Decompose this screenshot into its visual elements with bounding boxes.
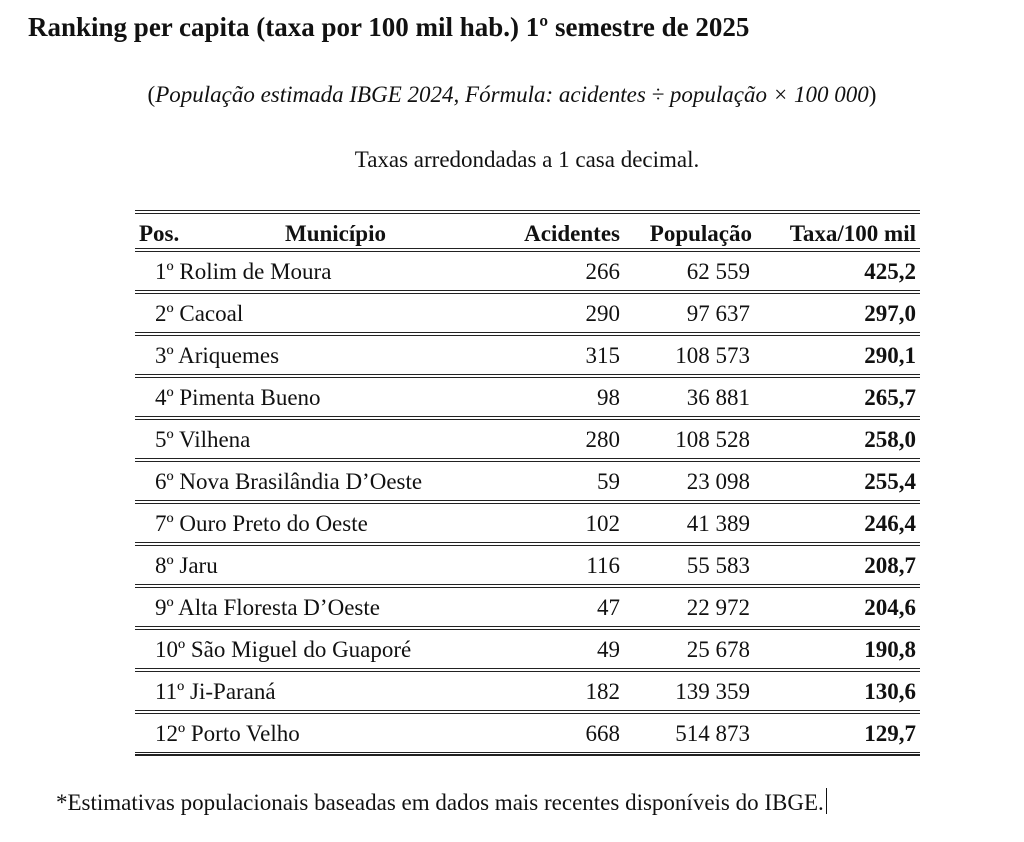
row-acidentes: 266	[585, 259, 620, 284]
row-taxa: 246,4	[864, 511, 916, 536]
row-municipio: 10º São Miguel do Guaporé	[155, 637, 412, 662]
header-taxa: Taxa/100 mil	[789, 221, 916, 246]
row-acidentes: 49	[597, 637, 620, 662]
table-row	[135, 630, 920, 672]
table-row	[135, 252, 920, 294]
row-municipio: 5º Vilhena	[155, 427, 251, 452]
footnote-text: *Estimativas populacionais baseadas em dados mais recentes disponíveis do IBGE.	[56, 790, 824, 815]
header-populacao: População	[649, 221, 752, 246]
row-municipio: 6º Nova Brasilândia D’Oeste	[155, 469, 423, 494]
row-taxa: 258,0	[864, 427, 916, 452]
row-municipio: 4º Pimenta Bueno	[155, 385, 321, 410]
row-taxa: 190,8	[864, 637, 916, 662]
row-municipio: 9º Alta Floresta D’Oeste	[155, 595, 380, 620]
header-municipio: Município	[285, 221, 386, 246]
table-row	[135, 378, 920, 420]
row-populacao: 23 098	[686, 469, 750, 494]
subtitle-close-paren: )	[868, 82, 877, 107]
table-row	[135, 336, 920, 378]
table-row	[135, 546, 920, 588]
row-taxa: 208,7	[864, 553, 916, 578]
row-acidentes: 668	[585, 721, 620, 746]
row-municipio: 1º Rolim de Moura	[155, 259, 332, 284]
row-populacao: 25 678	[686, 637, 750, 662]
row-populacao: 108 573	[675, 343, 750, 368]
row-taxa: 129,7	[864, 721, 916, 746]
row-acidentes: 315	[585, 343, 620, 368]
row-acidentes: 182	[585, 679, 620, 704]
header-pos: Pos.	[139, 221, 180, 246]
row-municipio: 11º Ji-Paraná	[155, 679, 276, 704]
subtitle-formula-text: População estimada IBGE 2024, Fórmula: acidentes ÷ população × 100 000	[155, 82, 869, 107]
row-populacao: 97 637	[686, 301, 750, 326]
table-row	[135, 714, 920, 756]
table-row	[135, 504, 920, 546]
row-municipio: 2º Cacoal	[155, 301, 244, 326]
table-header-row	[135, 210, 920, 252]
text-cursor	[826, 788, 827, 814]
row-taxa: 204,6	[864, 595, 916, 620]
footnote	[56, 788, 827, 816]
row-taxa: 130,6	[864, 679, 916, 704]
formula-subtitle	[0, 82, 1024, 108]
table-row	[135, 420, 920, 462]
table-row	[135, 588, 920, 630]
table-row	[135, 462, 920, 504]
row-municipio: 12º Porto Velho	[155, 721, 300, 746]
row-populacao: 55 583	[686, 553, 750, 578]
document-title: Ranking per capita (taxa por 100 mil hab.) 1º semestre de 2025	[28, 12, 750, 42]
rounding-note: Taxas arredondadas a 1 casa decimal.	[354, 147, 700, 172]
row-taxa: 265,7	[864, 385, 916, 410]
table-bottom-rule	[135, 752, 920, 756]
row-taxa: 290,1	[864, 343, 916, 368]
row-populacao: 514 873	[675, 721, 750, 746]
row-populacao: 22 972	[686, 595, 750, 620]
row-acidentes: 98	[597, 385, 620, 410]
row-acidentes: 116	[586, 553, 620, 578]
table-row	[135, 294, 920, 336]
ranking-table	[135, 210, 920, 756]
subtitle-open-paren: (	[147, 82, 156, 107]
row-populacao: 36 881	[686, 385, 750, 410]
row-municipio: 8º Jaru	[155, 553, 218, 578]
row-acidentes: 102	[585, 511, 620, 536]
row-acidentes: 59	[597, 469, 620, 494]
header-acidentes: Acidentes	[524, 221, 620, 246]
row-municipio: 3º Ariquemes	[155, 343, 280, 368]
row-populacao: 41 389	[686, 511, 750, 536]
row-acidentes: 47	[597, 595, 620, 620]
row-taxa: 255,4	[864, 469, 916, 494]
row-taxa: 297,0	[864, 301, 916, 326]
row-municipio: 7º Ouro Preto do Oeste	[155, 511, 368, 536]
row-taxa: 425,2	[864, 259, 916, 284]
row-populacao: 62 559	[686, 259, 750, 284]
row-acidentes: 280	[585, 427, 620, 452]
row-acidentes: 290	[585, 301, 620, 326]
row-populacao: 139 359	[675, 679, 750, 704]
table-row	[135, 672, 920, 714]
row-populacao: 108 528	[675, 427, 750, 452]
